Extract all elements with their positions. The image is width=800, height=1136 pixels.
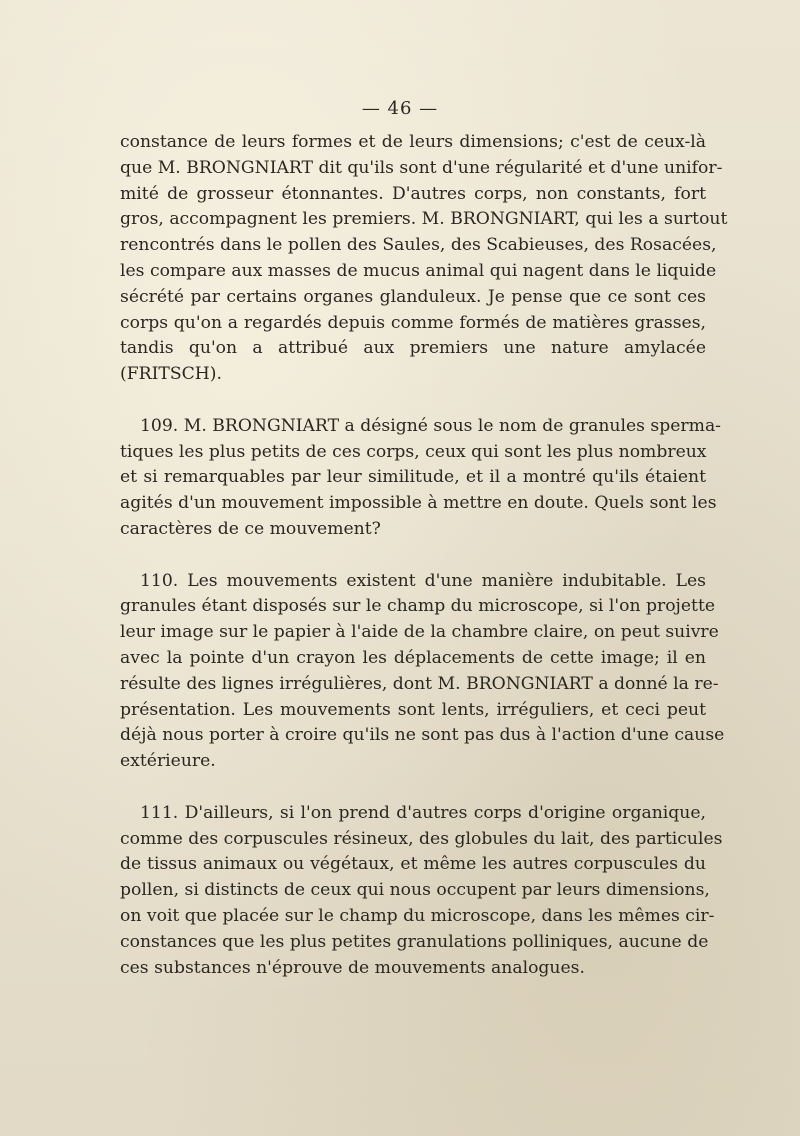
text-line: résulte des lignes irrégulières, dont M. BRONGNIART a donné la re- xyxy=(120,673,719,694)
text-line: constances que les plus petites granulations polliniques, aucune de xyxy=(120,931,709,952)
text-line: et si remarquables par leur similitude, et il a montré qu'ils étaient xyxy=(120,467,706,488)
text-line: corps qu'on a regardés depuis comme formés de matières grasses, xyxy=(120,312,706,333)
paragraph-109 xyxy=(120,414,721,543)
text-line: ces substances n'éprouve de mouvements analogues. xyxy=(120,957,585,978)
text-line: extérieure. xyxy=(120,751,216,772)
page-number: — 46 — xyxy=(361,98,439,119)
text-line: que M. BRONGNIART dit qu'ils sont d'une régularité et d'une unifor- xyxy=(120,157,723,178)
text-line: avec la pointe d'un crayon les déplacements de cette image; il en xyxy=(120,647,706,668)
paragraph-110 xyxy=(120,569,725,775)
text-line: caractères de ce mouvement? xyxy=(120,518,381,539)
text-line: 111. D'ailleurs, si l'on prend d'autres corps d'origine organique, xyxy=(140,802,706,823)
text-line: sécrété par certains organes glanduleux. Je pense que ce sont ces xyxy=(120,286,706,307)
paragraph xyxy=(120,130,728,388)
text-line: agités d'un mouvement impossible à mettre en doute. Quels sont les xyxy=(120,493,717,514)
paragraph-111 xyxy=(120,801,723,982)
text-line: tiques les plus petits de ces corps, ceux qui sont les plus nombreux xyxy=(120,441,707,462)
text-line: 109. M. BRONGNIART a désigné sous le nom de granules sperma- xyxy=(140,415,721,436)
text-line: comme des corpuscules résineux, des globules du lait, des particules xyxy=(120,828,723,849)
text-line: 110. Les mouvements existent d'une manière indubitable. Les xyxy=(140,570,706,591)
text-line: tandis qu'on a attribué aux premiers une nature amylacée xyxy=(120,338,706,359)
text-line: déjà nous porter à croire qu'ils ne sont pas dus à l'action d'une cause xyxy=(120,725,725,746)
text-line: constance de leurs formes et de leurs dimensions; c'est de ceux-là xyxy=(120,132,706,152)
text-line: leur image sur le papier à l'aide de la chambre claire, on peut suivre xyxy=(120,622,719,643)
text-line: on voit que placée sur le champ du microscope, dans les mêmes cir- xyxy=(120,905,715,926)
text-line: rencontrés dans le pollen des Saules, des Scabieuses, des Rosacées, xyxy=(120,235,717,256)
text-line: de tissus animaux ou végétaux, et même les autres corpuscules du xyxy=(120,854,706,875)
text-block xyxy=(120,130,728,981)
text-line: les compare aux masses de mucus animal qui nagent dans le liquide xyxy=(120,260,717,281)
text-line: mité de grosseur étonnantes. D'autres corps, non constants, fort xyxy=(120,183,706,204)
text-line: granules étant disposés sur le champ du microscope, si l'on projette xyxy=(120,596,716,617)
text-line: présentation. Les mouvements sont lents, irréguliers, et ceci peut xyxy=(120,699,706,720)
text-line: pollen, si distincts de ceux qui nous occupent par leurs dimensions, xyxy=(120,880,710,901)
text-line: gros, accompagnent les premiers. M. BRONGNIART, qui les a surtout xyxy=(120,209,728,230)
text-line: (FRITSCH). xyxy=(120,364,222,385)
